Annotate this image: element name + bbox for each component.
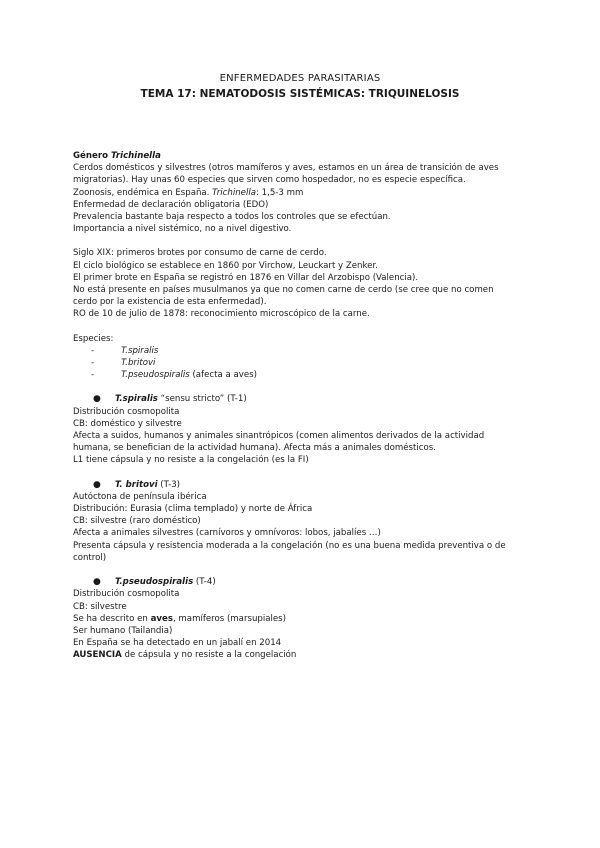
document-body xyxy=(73,150,543,662)
history-line: cerdo por la existencia de esta enfermedad). xyxy=(73,297,267,308)
spiralis-line: CB: doméstico y silvestre xyxy=(73,418,182,429)
britovi-heading: ● T. britovi (T-3) xyxy=(73,479,543,491)
pseudospiralis-line: En España se ha detectado en un jabalí en 2014 xyxy=(73,638,282,649)
document-subject: ENFERMEDADES PARASITARIAS xyxy=(219,73,381,84)
britovi-line: Presenta cápsula y resistencia moderada a la congelación (no es una buena medida preventiva o de xyxy=(73,540,506,551)
zoonosis-line: Zoonosis, endémica en España. Trichinella: 1,5-3 mm xyxy=(73,187,304,198)
genero-heading: Género Trichinella xyxy=(73,151,161,161)
britovi-line: control) xyxy=(73,552,107,563)
dash-marker: - xyxy=(91,358,95,369)
paragraph-line: migratorias). Hay unas 60 especies que sirven como hospedador, no es especie específica. xyxy=(73,175,466,186)
spiralis-heading: ● T.spiralis “sensu stricto” (T-1) xyxy=(73,393,543,405)
species-list-item: - T.britovi xyxy=(73,357,543,369)
history-line: El primer brote en España se registró en 1876 en Villar del Arzobispo (Valencia). xyxy=(73,272,419,283)
paragraph-line: Importancia a nivel sistémico, no a nivel digestivo. xyxy=(73,224,292,235)
history-line: El ciclo biológico se establece en 1860 por Virchow, Leuckart y Zenker. xyxy=(73,260,378,271)
spiralis-line: Distribución cosmopolita xyxy=(73,406,180,417)
history-line: Siglo XIX: primeros brotes por consumo de carne de cerdo. xyxy=(73,248,327,259)
bullet-icon: ● xyxy=(93,479,101,490)
pseudospiralis-line: Ser humano (Tailandia) xyxy=(73,625,173,636)
bullet-icon: ● xyxy=(93,577,101,588)
paragraph-line: Prevalencia bastante baja respecto a todos los controles que se efectúan. xyxy=(73,212,391,223)
bullet-icon: ● xyxy=(93,394,101,405)
genus-name: Trichinella xyxy=(110,151,161,161)
dash-marker: - xyxy=(91,370,95,381)
spiralis-line: humana, se benefician de la actividad humana). Afecta más a animales domésticos. xyxy=(73,443,436,454)
spiralis-line: Afecta a suidos, humanos y animales sinantrópicos (comen alimentos derivados de la actividad xyxy=(73,431,485,442)
species-list-item: - T.spiralis xyxy=(73,345,543,357)
species-list-item: - T.pseudospiralis (afecta a aves) xyxy=(73,369,543,381)
pseudospiralis-heading: ● T.pseudospiralis (T-4) xyxy=(73,576,543,588)
history-line: No está presente en países musulmanos ya que no comen carne de cerdo (se cree que no comen xyxy=(73,285,494,296)
paragraph-line: Enfermedad de declaración obligatoria (EDO) xyxy=(73,199,269,210)
spiralis-line: L1 tiene cápsula y no resiste a la congelación (es la FI) xyxy=(73,455,309,466)
dash-marker: - xyxy=(91,345,95,356)
britovi-line: Afecta a animales silvestres (carnívoros y omnívoros: lobos, jabalíes …) xyxy=(73,528,381,539)
history-line: RO de 10 de julio de 1878: reconocimiento microscópico de la carne. xyxy=(73,309,370,320)
pseudospiralis-line: Distribución cosmopolita xyxy=(73,589,180,600)
pseudospiralis-line: CB: silvestre xyxy=(73,601,127,612)
britovi-line: Distribución: Eurasia (clima templado) y norte de África xyxy=(73,504,313,515)
document-title: TEMA 17: NEMATODOSIS SISTÉMICAS: TRIQUINELOSIS xyxy=(140,88,460,100)
paragraph-line: Cerdos domésticos y silvestres (otros mamíferos y aves, estamos en un área de transición de aves xyxy=(73,163,499,174)
pseudospiralis-aves-line: Se ha descrito en aves, mamíferos (marsupiales) xyxy=(73,613,287,624)
especies-label: Especies: xyxy=(73,333,114,344)
britovi-line: CB: silvestre (raro doméstico) xyxy=(73,516,201,527)
pseudospiralis-ausencia-line: AUSENCIA de cápsula y no resiste a la congelación xyxy=(73,650,297,661)
britovi-line: Autóctona de península ibérica xyxy=(73,491,207,502)
